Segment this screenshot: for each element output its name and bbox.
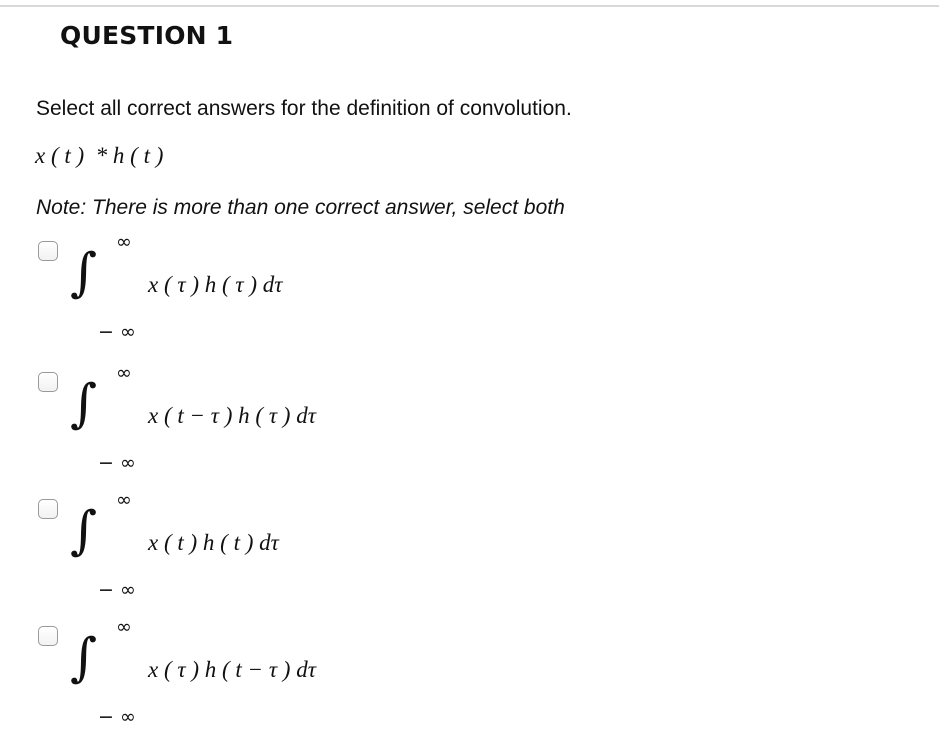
convolution-expression: x ( t ) * h ( t ) — [35, 143, 164, 168]
integral-upper-limit: ∞ — [116, 616, 132, 638]
integrand-expression: x ( t ) h ( t ) dτ — [148, 530, 279, 555]
answer-checkbox-2[interactable] — [38, 372, 58, 392]
question-prompt: Select all correct answers for the definition of convolution. — [36, 97, 572, 120]
integrand-expression: x ( t − τ ) h ( τ ) dτ — [148, 403, 316, 428]
integral-upper-limit: ∞ — [116, 362, 132, 384]
question-note: Note: There is more than one correct answer, select both — [36, 196, 565, 219]
integrand-expression: x ( τ ) h ( τ ) dτ — [148, 272, 283, 297]
answer-option-1 — [0, 231, 939, 371]
top-divider — [0, 5, 939, 7]
integral-sign-icon: ∫ — [70, 243, 98, 303]
integral-lower-limit: − ∞ — [98, 706, 136, 728]
integral-lower-limit: − ∞ — [98, 321, 136, 343]
question-header: QUESTION 1 — [60, 21, 234, 50]
integral-sign-icon: ∫ — [70, 628, 98, 688]
answer-checkbox-3[interactable] — [38, 499, 58, 519]
answer-checkbox-1[interactable] — [38, 241, 58, 261]
integral-sign-icon: ∫ — [70, 501, 98, 561]
integral-lower-limit: − ∞ — [98, 579, 136, 601]
integral-upper-limit: ∞ — [116, 489, 132, 511]
answer-option-4 — [0, 616, 939, 756]
integral-lower-limit: − ∞ — [98, 452, 136, 474]
integral-upper-limit: ∞ — [116, 231, 132, 253]
answer-option-2 — [0, 362, 939, 502]
answer-option-3 — [0, 489, 939, 629]
integrand-expression: x ( τ ) h ( t − τ ) dτ — [148, 657, 316, 682]
integral-sign-icon: ∫ — [70, 374, 98, 434]
answer-checkbox-4[interactable] — [38, 626, 58, 646]
